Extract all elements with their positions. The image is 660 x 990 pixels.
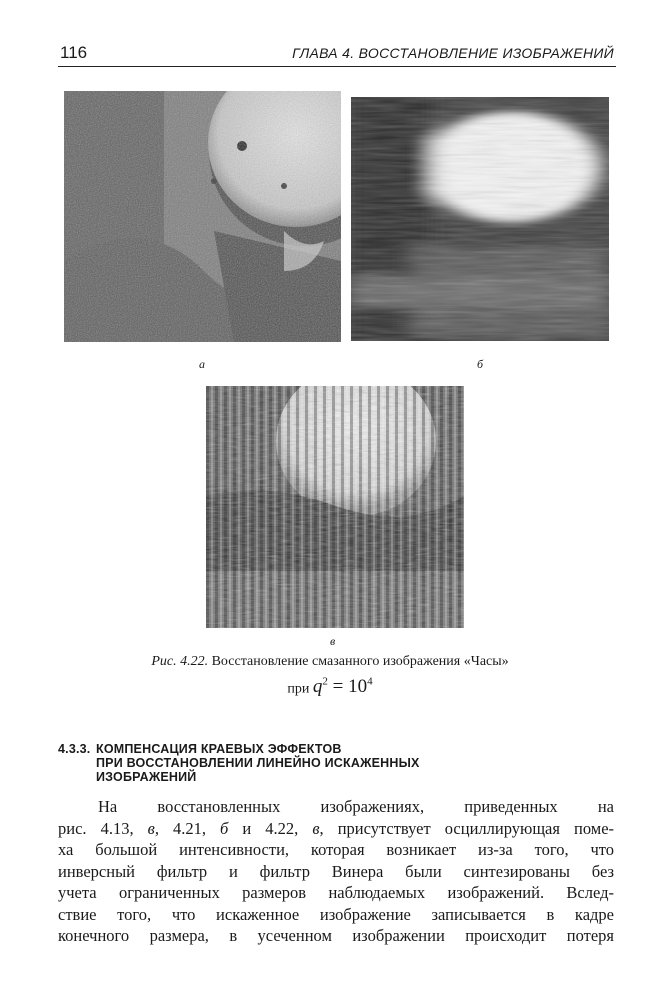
caption-math bbox=[313, 676, 373, 697]
subfigure-label-a: а bbox=[199, 357, 205, 371]
body-line-2-part-f: в bbox=[312, 818, 320, 838]
figure-caption-formula bbox=[60, 676, 600, 698]
subfigure-label-c: в bbox=[330, 634, 336, 648]
body-paragraph bbox=[58, 796, 614, 947]
caption-text: Восстановление смазанного изображения «Часы» bbox=[211, 654, 509, 669]
page-header bbox=[58, 40, 616, 67]
section-title-line-2: ПРИ ВОССТАНОВЛЕНИИ ЛИНЕЙНО ИСКАЖЕННЫХ bbox=[96, 756, 420, 770]
body-line-3: ха большой интенсивности, которая возникает из-за того, что bbox=[58, 840, 614, 859]
section-title-line-3: ИЗОБРАЖЕНИЙ bbox=[96, 770, 197, 784]
body-line-6: ствие того, что искаженное изображение записывается в кадре bbox=[58, 904, 614, 924]
math-equals: = 10 bbox=[327, 676, 368, 698]
clock-image-oscillating bbox=[206, 386, 464, 628]
caption-label: Рис. 4.22. bbox=[151, 654, 209, 669]
section-heading bbox=[58, 742, 618, 784]
clock-image-blurred bbox=[351, 97, 609, 341]
body-line-5: учета ограниченных размеров наблюдаемых изображений. Вслед- bbox=[58, 883, 614, 902]
math-exponent-2: 4 bbox=[367, 676, 373, 688]
body-line-1: На восстановленных изображениях, приведенных на bbox=[98, 797, 614, 816]
body-line-7: конечного размера, в усеченном изображении происходит потеря bbox=[58, 926, 614, 945]
figure-caption bbox=[60, 654, 600, 670]
subfigure-label-b: б bbox=[477, 357, 484, 371]
body-line-2-part-d: б bbox=[220, 818, 229, 838]
chapter-title: ГЛАВА 4. ВОССТАНОВЛЕНИЕ ИЗОБРАЖЕНИЙ bbox=[292, 45, 614, 61]
figure-panel-b bbox=[351, 97, 609, 341]
figure-panel-a bbox=[64, 91, 341, 342]
body-line-4: инверсный фильтр и фильтр Винера были синтезированы без bbox=[58, 861, 614, 881]
math-exponent-1: 2 bbox=[322, 676, 328, 688]
body-line-2-part-b: в bbox=[147, 818, 155, 838]
page-number: 116 bbox=[60, 43, 88, 62]
figure-panel-c bbox=[206, 386, 464, 628]
body-line-2-part-c: , 4.21, bbox=[154, 818, 221, 838]
caption-prefix: при bbox=[287, 681, 310, 697]
math-variable: q bbox=[312, 676, 323, 698]
body-line-2-part-g: , присутствует осциллирующая поме- bbox=[319, 818, 615, 838]
body-line-2-part-a: рис. 4.13, bbox=[58, 818, 148, 838]
clock-image-restored bbox=[64, 91, 341, 342]
body-line-2 bbox=[58, 818, 614, 840]
section-title-line-1: КОМПЕНСАЦИЯ КРАЕВЫХ ЭФФЕКТОВ bbox=[96, 742, 342, 756]
section-number: 4.3.3. bbox=[58, 742, 91, 756]
body-line-2-part-e: и 4.22, bbox=[228, 818, 313, 838]
